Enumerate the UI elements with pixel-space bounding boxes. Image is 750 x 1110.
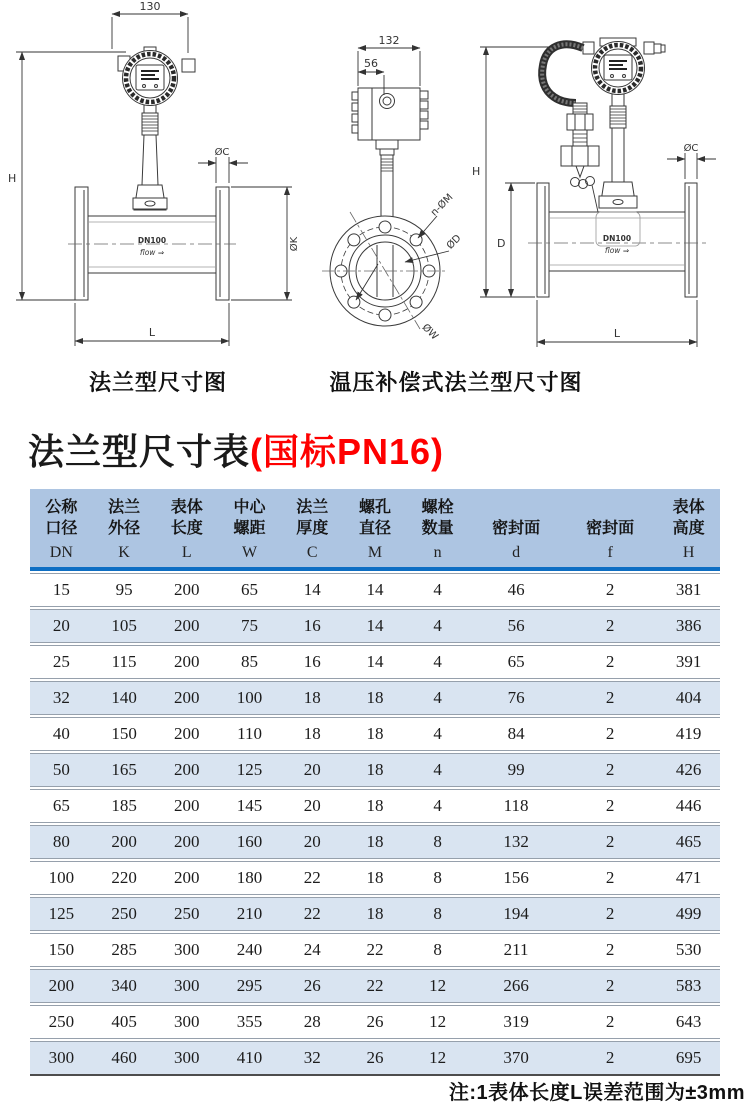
table-cell: 16 xyxy=(281,645,344,679)
table-cell: 240 xyxy=(218,933,281,967)
table-cell: 419 xyxy=(657,717,720,751)
table-cell: 200 xyxy=(155,681,218,715)
table-cell: 200 xyxy=(155,645,218,679)
table-cell: 404 xyxy=(657,681,720,715)
body-size-label: DN100 xyxy=(137,236,167,245)
caption-flange-diagram: 法兰型尺寸图 xyxy=(88,370,227,395)
table-cell: 50 xyxy=(30,753,93,787)
table-cell: 150 xyxy=(93,717,156,751)
table-cell: 2 xyxy=(563,825,657,859)
table-cell: 65 xyxy=(30,789,93,823)
table-cell: 22 xyxy=(281,861,344,895)
table-cell: 2 xyxy=(563,753,657,787)
table-cell: 530 xyxy=(657,933,720,967)
table-cell: 32 xyxy=(281,1041,344,1076)
table-cell: 2 xyxy=(563,609,657,643)
table-cell: 2 xyxy=(563,969,657,1003)
table-row xyxy=(30,1005,720,1039)
dim-oK: ØK xyxy=(289,236,300,252)
table-cell: 28 xyxy=(281,1005,344,1039)
drawing-flange-face xyxy=(322,34,464,342)
table-cell: 18 xyxy=(344,825,407,859)
table-row xyxy=(30,753,720,787)
table-cell: 2 xyxy=(563,861,657,895)
table-cell: 355 xyxy=(218,1005,281,1039)
table-cell: 583 xyxy=(657,969,720,1003)
table-cell: 15 xyxy=(30,573,93,607)
table-cell: 2 xyxy=(563,573,657,607)
table-cell: 14 xyxy=(344,645,407,679)
dim-132: 132 xyxy=(378,34,400,47)
table-cell: 18 xyxy=(281,717,344,751)
table-cell: 643 xyxy=(657,1005,720,1039)
table-cell: 125 xyxy=(218,753,281,787)
table-cell: 20 xyxy=(281,753,344,787)
table-cell: 65 xyxy=(469,645,563,679)
table-cell: 26 xyxy=(344,1005,407,1039)
table-row xyxy=(30,861,720,895)
dimension-table xyxy=(30,487,720,1078)
table-cell: 180 xyxy=(218,861,281,895)
column-header: 表体 长度 L xyxy=(155,489,218,571)
table-cell: 200 xyxy=(155,573,218,607)
table-cell: 8 xyxy=(406,825,469,859)
table-cell: 22 xyxy=(344,933,407,967)
table-cell: 105 xyxy=(93,609,156,643)
dim-H: H xyxy=(472,165,481,178)
table-cell: 194 xyxy=(469,897,563,931)
table-cell: 2 xyxy=(563,717,657,751)
table-cell: 405 xyxy=(93,1005,156,1039)
table-cell: 250 xyxy=(30,1005,93,1039)
table-cell: 115 xyxy=(93,645,156,679)
table-cell: 18 xyxy=(344,897,407,931)
dim-L: L xyxy=(613,327,621,340)
table-cell: 8 xyxy=(406,933,469,967)
column-header: 中心 螺距 W xyxy=(218,489,281,571)
table-cell: 200 xyxy=(93,825,156,859)
dim-L: L xyxy=(148,326,156,339)
table-cell: 12 xyxy=(406,1041,469,1076)
column-header: 法兰 外径 K xyxy=(93,489,156,571)
table-cell: 4 xyxy=(406,609,469,643)
table-cell: 340 xyxy=(93,969,156,1003)
table-cell: 4 xyxy=(406,681,469,715)
dim-n-oM: n-ØM xyxy=(428,191,456,219)
column-header: 密封面 f xyxy=(563,489,657,571)
table-cell: 250 xyxy=(155,897,218,931)
table-cell: 391 xyxy=(657,645,720,679)
table-cell: 20 xyxy=(30,609,93,643)
table-cell: 100 xyxy=(218,681,281,715)
table-cell: 46 xyxy=(469,573,563,607)
table-cell: 76 xyxy=(469,681,563,715)
caption-tp-flange-diagram: 温压补偿式法兰型尺寸图 xyxy=(329,370,583,395)
table-row xyxy=(30,573,720,607)
table-cell: 132 xyxy=(469,825,563,859)
table-cell: 18 xyxy=(344,753,407,787)
table-cell: 2 xyxy=(563,1005,657,1039)
body-size-label: DN100 xyxy=(602,234,632,243)
table-cell: 22 xyxy=(281,897,344,931)
table-cell: 295 xyxy=(218,969,281,1003)
technical-drawings xyxy=(0,0,750,360)
table-cell: 110 xyxy=(218,717,281,751)
table-cell: 250 xyxy=(93,897,156,931)
table-cell: 370 xyxy=(469,1041,563,1076)
table-cell: 118 xyxy=(469,789,563,823)
table-cell: 300 xyxy=(155,1005,218,1039)
table-row xyxy=(30,897,720,931)
table-cell: 85 xyxy=(218,645,281,679)
table-cell: 156 xyxy=(469,861,563,895)
table-cell: 18 xyxy=(344,717,407,751)
table-cell: 18 xyxy=(281,681,344,715)
table-cell: 4 xyxy=(406,645,469,679)
table-cell: 410 xyxy=(218,1041,281,1076)
dim-130: 130 xyxy=(139,0,161,13)
table-cell: 145 xyxy=(218,789,281,823)
table-cell: 80 xyxy=(30,825,93,859)
table-cell: 2 xyxy=(563,933,657,967)
table-cell: 695 xyxy=(657,1041,720,1076)
table-cell: 32 xyxy=(30,681,93,715)
table-cell: 2 xyxy=(563,681,657,715)
table-cell: 426 xyxy=(657,753,720,787)
table-cell: 185 xyxy=(93,789,156,823)
dim-oW: ØW xyxy=(419,322,440,343)
table-cell: 211 xyxy=(469,933,563,967)
table-cell: 84 xyxy=(469,717,563,751)
table-body xyxy=(30,573,720,1076)
dim-oC: ØC xyxy=(683,143,699,154)
table-row xyxy=(30,717,720,751)
column-header: 表体 高度 H xyxy=(657,489,720,571)
footnote: 注:1表体长度L误差范围为±3mm xyxy=(448,1082,745,1104)
page-title xyxy=(28,424,444,475)
dim-D: D xyxy=(497,237,506,250)
table-row xyxy=(30,681,720,715)
table-cell: 14 xyxy=(344,573,407,607)
table-cell: 210 xyxy=(218,897,281,931)
table-cell: 95 xyxy=(93,573,156,607)
table-cell: 16 xyxy=(281,609,344,643)
table-cell: 200 xyxy=(155,753,218,787)
table-cell: 2 xyxy=(563,1041,657,1076)
table-cell: 12 xyxy=(406,1005,469,1039)
table-cell: 65 xyxy=(218,573,281,607)
table-cell: 26 xyxy=(281,969,344,1003)
flow-direction-label: flow ⇒ xyxy=(139,248,165,257)
table-cell: 25 xyxy=(30,645,93,679)
table-header-row xyxy=(30,489,720,571)
table-cell: 381 xyxy=(657,573,720,607)
page-title-main: 法兰型尺寸表 xyxy=(28,431,251,472)
table-cell: 8 xyxy=(406,861,469,895)
table-cell: 200 xyxy=(155,789,218,823)
table-cell: 4 xyxy=(406,573,469,607)
table-cell: 200 xyxy=(155,717,218,751)
drawing-flange-meter xyxy=(8,0,300,346)
table-row xyxy=(30,645,720,679)
table-cell: 26 xyxy=(344,1041,407,1076)
table-cell: 165 xyxy=(93,753,156,787)
dim-56: 56 xyxy=(364,57,378,70)
table-cell: 8 xyxy=(406,897,469,931)
table-cell: 200 xyxy=(30,969,93,1003)
table-cell: 471 xyxy=(657,861,720,895)
table-cell: 75 xyxy=(218,609,281,643)
table-cell: 99 xyxy=(469,753,563,787)
table-cell: 300 xyxy=(155,933,218,967)
table-cell: 56 xyxy=(469,609,563,643)
table-cell: 140 xyxy=(93,681,156,715)
table-cell: 2 xyxy=(563,645,657,679)
table-cell: 200 xyxy=(155,861,218,895)
table-cell: 18 xyxy=(344,861,407,895)
table-cell: 160 xyxy=(218,825,281,859)
table-cell: 220 xyxy=(93,861,156,895)
table-cell: 18 xyxy=(344,789,407,823)
table-header xyxy=(30,489,720,571)
table-cell: 266 xyxy=(469,969,563,1003)
table-cell: 22 xyxy=(344,969,407,1003)
column-header: 螺孔 直径 M xyxy=(344,489,407,571)
page-title-standard: (国标PN16) xyxy=(250,431,445,472)
table-cell: 465 xyxy=(657,825,720,859)
table-cell: 300 xyxy=(155,1041,218,1076)
table-cell: 14 xyxy=(281,573,344,607)
drawing-tp-compensated-meter xyxy=(472,38,716,347)
table-cell: 460 xyxy=(93,1041,156,1076)
table-cell: 2 xyxy=(563,897,657,931)
column-header: 密封面 d xyxy=(469,489,563,571)
table-row xyxy=(30,789,720,823)
table-cell: 20 xyxy=(281,825,344,859)
table-cell: 319 xyxy=(469,1005,563,1039)
table-row xyxy=(30,825,720,859)
column-header: 公称 口径 DN xyxy=(30,489,93,571)
dim-H: H xyxy=(8,172,17,185)
table-row xyxy=(30,1041,720,1076)
table-cell: 4 xyxy=(406,717,469,751)
table-cell: 200 xyxy=(155,825,218,859)
table-cell: 100 xyxy=(30,861,93,895)
table-cell: 499 xyxy=(657,897,720,931)
table-cell: 125 xyxy=(30,897,93,931)
table-cell: 4 xyxy=(406,753,469,787)
dim-oC: ØC xyxy=(214,147,230,158)
table-cell: 18 xyxy=(344,681,407,715)
table-cell: 285 xyxy=(93,933,156,967)
table-cell: 20 xyxy=(281,789,344,823)
table-cell: 14 xyxy=(344,609,407,643)
table-cell: 4 xyxy=(406,789,469,823)
table-cell: 150 xyxy=(30,933,93,967)
table-cell: 386 xyxy=(657,609,720,643)
table-cell: 12 xyxy=(406,969,469,1003)
table-row xyxy=(30,609,720,643)
table-cell: 200 xyxy=(155,609,218,643)
table-cell: 2 xyxy=(563,789,657,823)
table-cell: 40 xyxy=(30,717,93,751)
column-header: 法兰 厚度 C xyxy=(281,489,344,571)
table-cell: 300 xyxy=(155,969,218,1003)
table-cell: 300 xyxy=(30,1041,93,1076)
column-header: 螺栓 数量 n xyxy=(406,489,469,571)
flow-direction-label: flow ⇒ xyxy=(604,246,630,255)
table-row xyxy=(30,933,720,967)
table-cell: 24 xyxy=(281,933,344,967)
table-row xyxy=(30,969,720,1003)
table-cell: 446 xyxy=(657,789,720,823)
dim-oD: ØD xyxy=(444,232,464,252)
